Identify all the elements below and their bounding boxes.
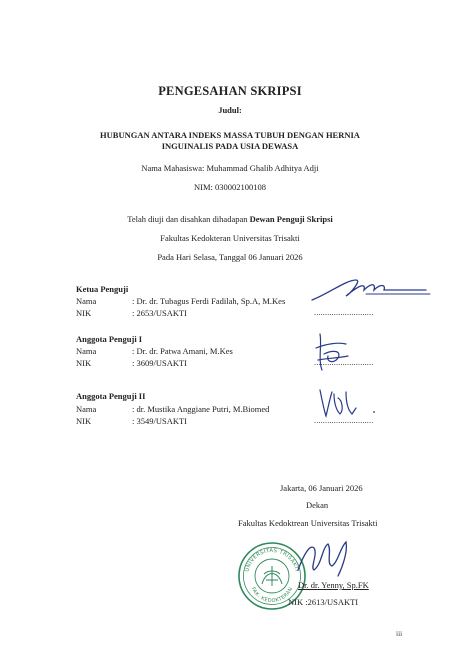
approval-faculty: Fakultas Kedokteran Universitas Trisakti bbox=[160, 233, 300, 243]
thesis-title bbox=[0, 130, 460, 152]
judul-label: Judul: bbox=[218, 105, 242, 115]
examiner-1-heading: Ketua Penguji bbox=[76, 284, 129, 294]
student-name: Nama Mahasiswa: Muhammad Ghalib Adhitya Adji bbox=[141, 163, 319, 173]
examiner-1-nik-label: NIK bbox=[76, 308, 92, 318]
dean-faculty: Fakultas Kedoktrean Universitas Trisakti bbox=[238, 518, 378, 528]
examiner-2-nama-label: Nama bbox=[76, 346, 97, 356]
examiner-2-nik-value: : 3609/USAKTI bbox=[132, 358, 188, 368]
dean-role: Dekan bbox=[306, 500, 329, 510]
examiner-3-heading: Anggota Penguji II bbox=[76, 391, 146, 401]
examiner-3-signature-line: ........................... bbox=[314, 416, 374, 425]
thesis-title-line-2: INGUINALIS PADA USIA DEWASA bbox=[161, 141, 299, 151]
examiner-1-signature bbox=[306, 274, 436, 306]
approval-board: Dewan Penguji Skripsi bbox=[249, 214, 333, 224]
examiner-1-nama-label: Nama bbox=[76, 296, 97, 306]
dean-signature bbox=[292, 534, 358, 582]
dean-place-date: Jakarta, 06 Januari 2026 bbox=[280, 483, 363, 493]
approval-prefix: Telah diuji dan disahkan dihadapan bbox=[127, 214, 250, 224]
examiner-3-nik-label: NIK bbox=[76, 416, 92, 426]
page-number: iii bbox=[396, 629, 403, 638]
examiner-1-nik-value: : 2653/USAKTI bbox=[132, 308, 188, 318]
examiner-3-nik-value: : 3549/USAKTI bbox=[132, 416, 188, 426]
svg-text:UNIVERSITAS TRISAKTI: UNIVERSITAS TRISAKTI bbox=[244, 547, 300, 573]
examiner-2-signature-line: ........................... bbox=[314, 358, 374, 367]
examiner-1-signature-line: ........................... bbox=[314, 308, 374, 317]
svg-text:FAK. KEDOKTERAN: FAK. KEDOKTERAN bbox=[249, 586, 295, 605]
examiner-1-nama-value: : Dr. dr. Tubagus Ferdi Fadilah, Sp.A, M.Kes bbox=[132, 296, 286, 306]
page-title: PENGESAHAN SKRIPSI bbox=[158, 84, 302, 98]
dean-nik: NIK :2613/USAKTI bbox=[288, 597, 359, 607]
approval-date: Pada Hari Selasa, Tanggal 06 Januari 2026 bbox=[157, 252, 303, 262]
examiner-2-nama-value: : Dr. dr. Patwa Amani, M.Kes bbox=[132, 346, 233, 356]
examiner-2-signature bbox=[312, 330, 352, 374]
examiner-2-heading: Anggota Penguji I bbox=[76, 334, 143, 344]
examiner-2-nik-label: NIK bbox=[76, 358, 92, 368]
student-nim: NIM: 030002100108 bbox=[193, 182, 266, 192]
examiner-3-nama-value: : dr. Mustika Anggiane Putri, M.Biomed bbox=[132, 404, 270, 414]
thesis-title-line-1: HUBUNGAN ANTARA INDEKS MASSA TUBUH DENGAN HERNIA bbox=[100, 130, 360, 140]
approval-statement bbox=[0, 214, 460, 224]
examiner-3-nama-label: Nama bbox=[76, 404, 97, 414]
dean-name: Dr. dr. Yenny, Sp.FK bbox=[298, 580, 369, 590]
examiner-3-signature bbox=[316, 384, 380, 422]
